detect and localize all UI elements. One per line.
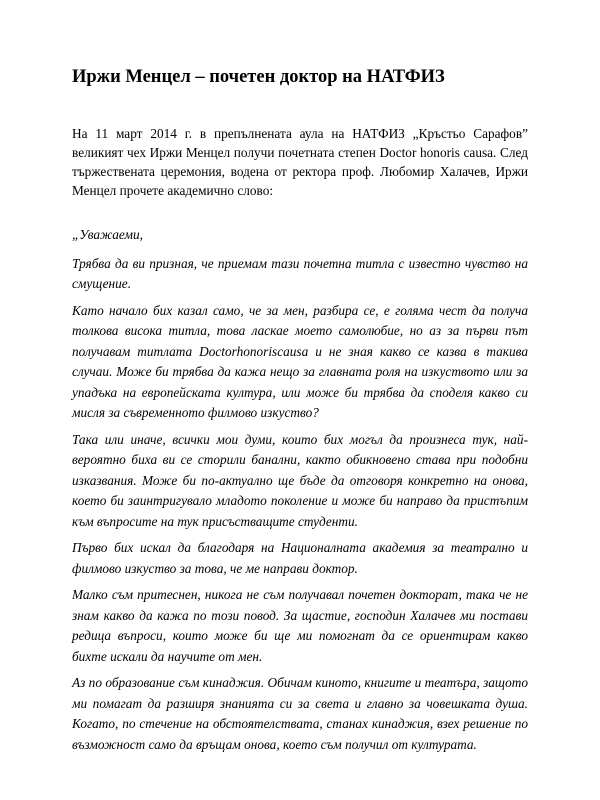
speech-paragraph: Като начало бих казал само, че за мен, разбира се, е голяма чест да получа толкова висока титла, това ласкае моето самолюбие, но аз за първи път получавам титлата Doctorhonoriscausa и не зная какво се казва в такива случаи. Може би трябва да кажа нещо за главната роля на изкуството или за упадъка на европейската култура, или може би трябва да споделя какво си мисля за съвременното филмово изкуство? [72,302,528,420]
speech-paragraph: Малко съм притеснен, никога не съм получавал почетен докторат, така че не знам какво да кажа по този повод. За щастие, господин Халачев ми постави редица въпроси, които може би ще ми помогнат да се ориентирам какво бихте искали да научите от мен. [72,587,528,664]
intro-paragraph: На 11 март 2014 г. в препълнената аула на НАТФИЗ „Кръстьо Сарафов” великият чех Иржи Менцел получи почетната степен Doctor honoris causa. След тържествената церемония, водена от ректора проф. Любомир Халачев, Иржи Менцел прочете академично слово: [72,126,528,198]
speech-paragraph: Трябва да ви призная, че приемам тази почетна титла с известно чувство на смущение. [72,255,528,291]
speech-paragraph: Така или иначе, всички мои думи, които бих могъл да произнеса тук, най-вероятно биха ви се сторили банални, както обикновено става при подобни изказвания. Може би по-актуално ще бъде да отговоря конкретно на онова, което би заинтригувало младото поколение и може би направо да пристъпим към въпросите на тук присъстващите студенти. [72,431,528,529]
speech-paragraph: Първо бих искал да благодаря на Националната академия за театрално и филмово изкуство за това, че ме направи доктор. [72,540,528,576]
page-title: Иржи Менцел – почетен доктор на НАТФИЗ [72,67,445,87]
speech-text [72,225,528,761]
speech-greeting: „Уважаеми, [72,227,143,242]
speech-paragraph: Аз по образование съм кинаджия. Обичам киното, книгите и театъра, защото ми помагат да разширя знанията си за света и главно за човешката душа. Когато, по стечение на обстоятелствата, станах кинаджия, взех решение по възможност само да връщам онова, което съм получил от културата. [72,675,528,752]
